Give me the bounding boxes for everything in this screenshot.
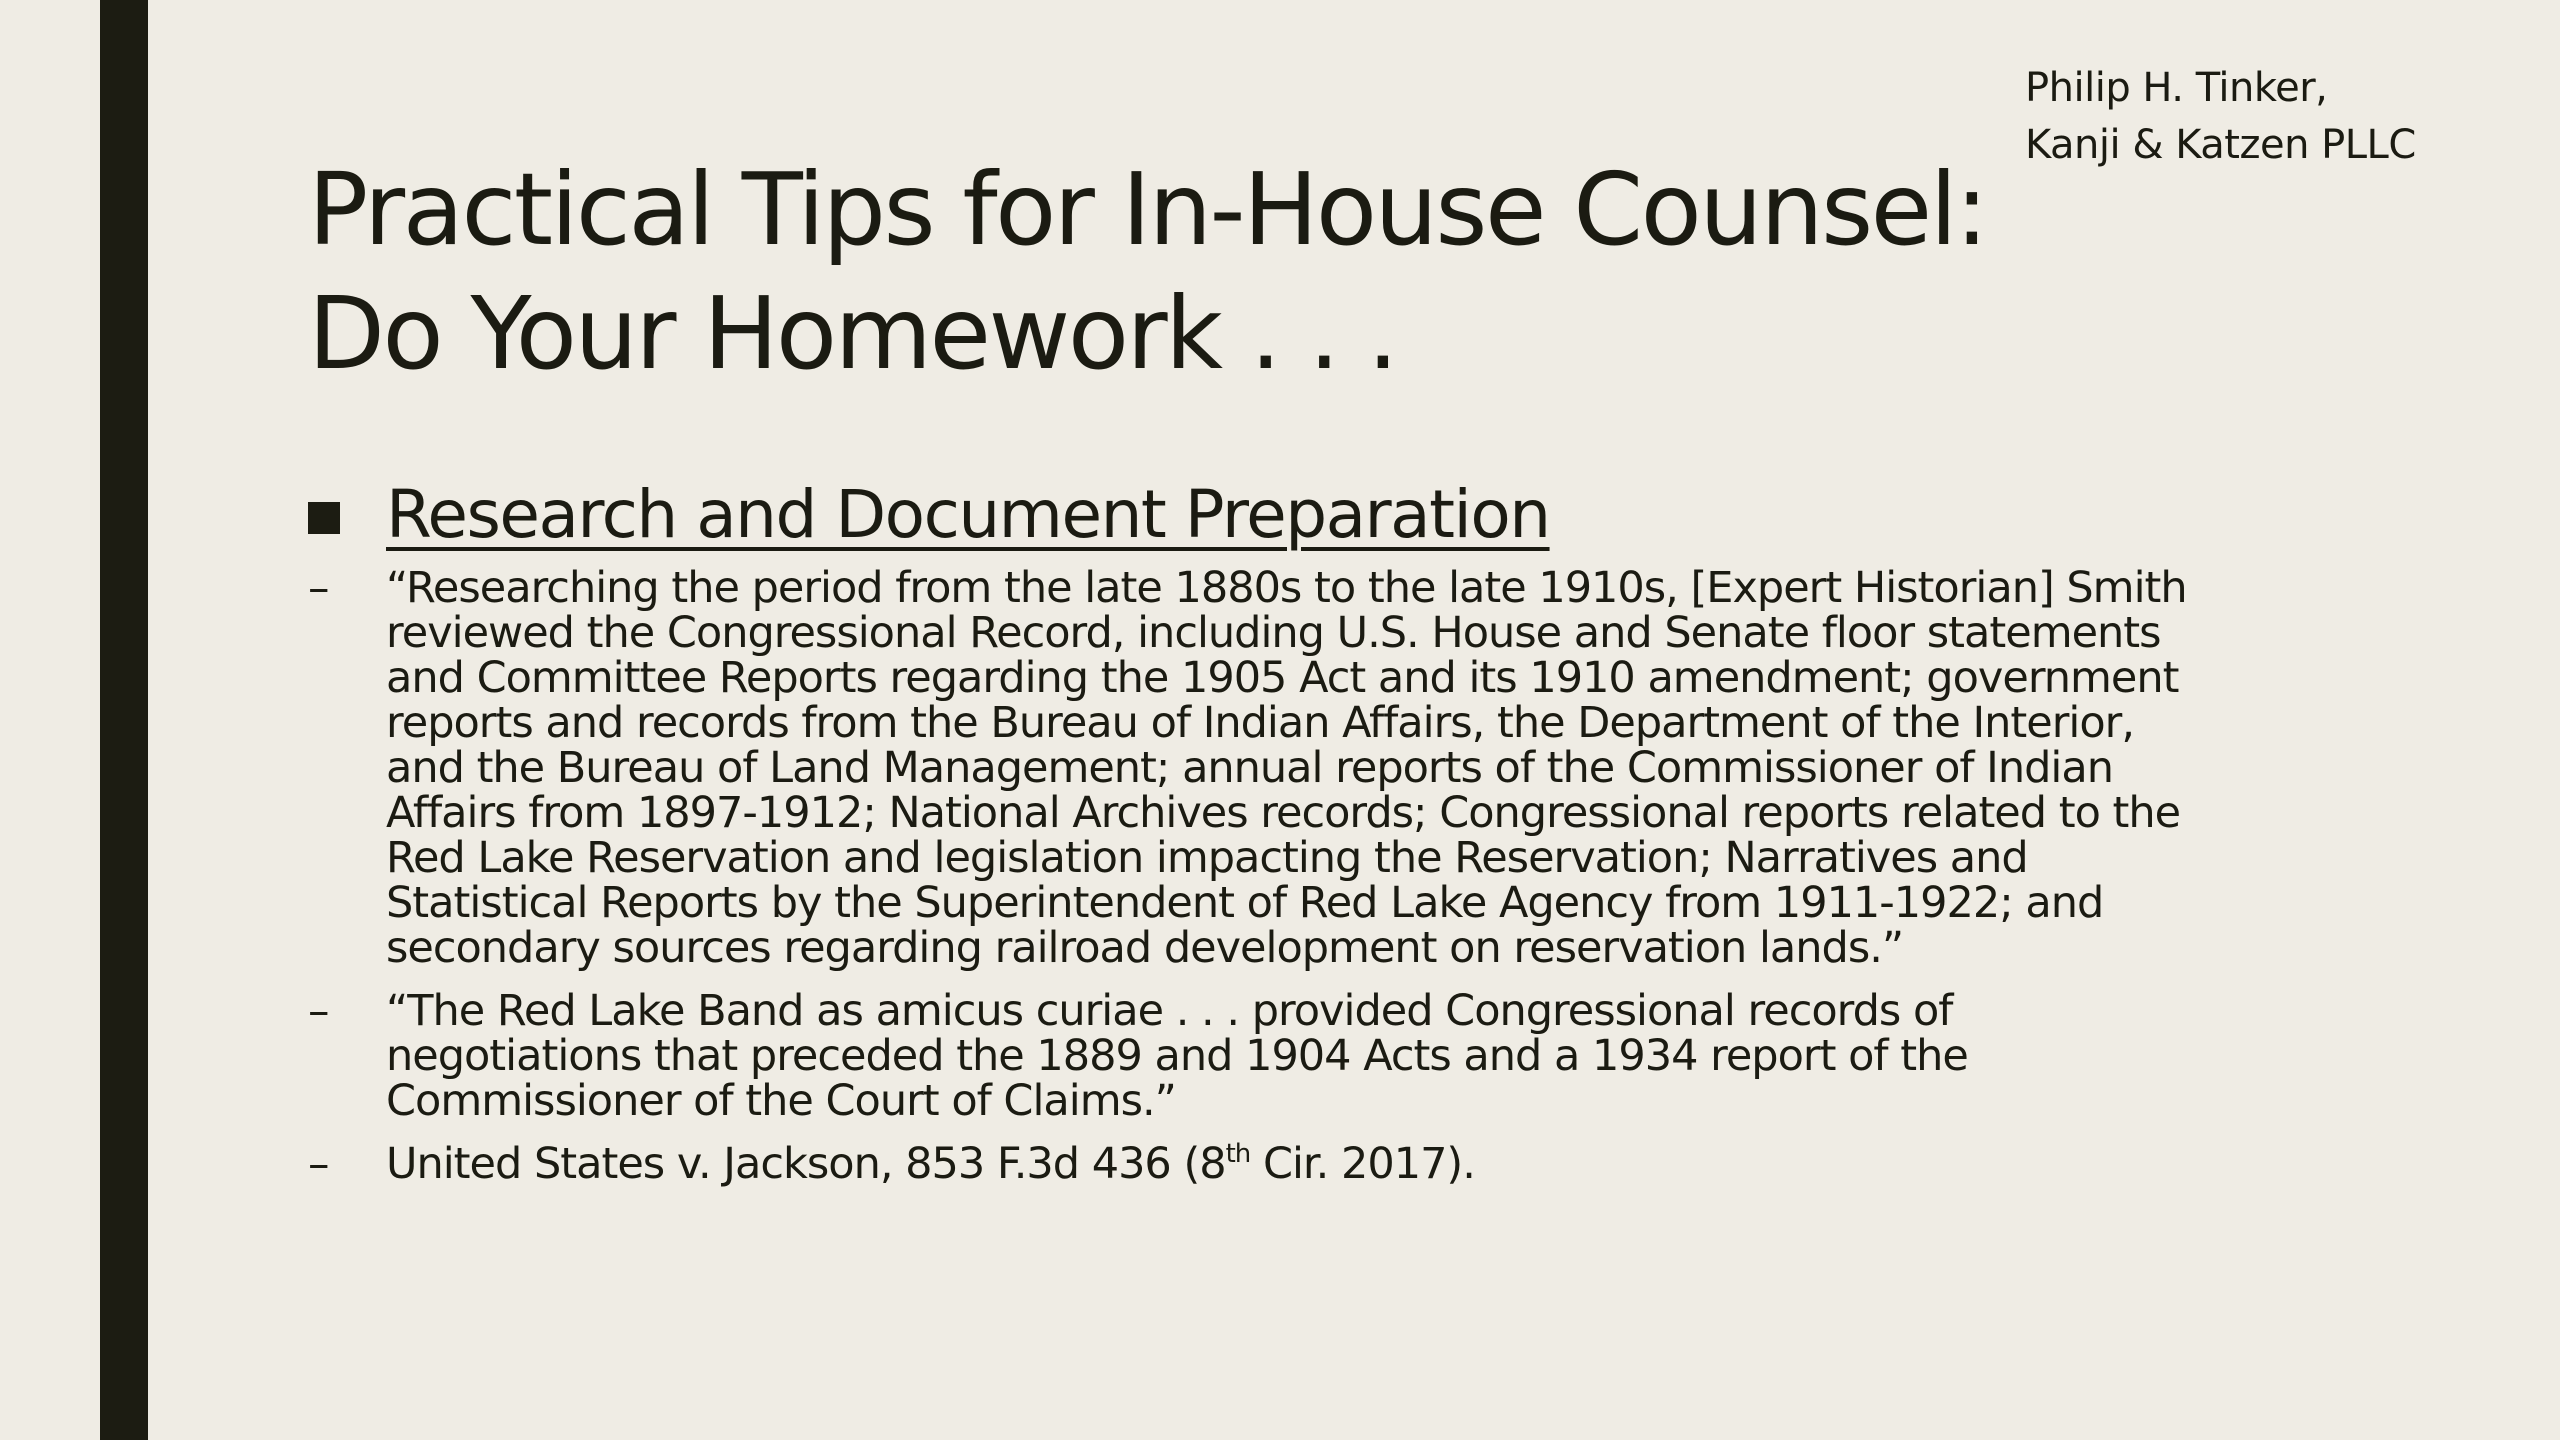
square-bullet-icon xyxy=(308,502,340,534)
author-name: Philip H. Tinker, xyxy=(2025,65,2328,111)
list-item xyxy=(308,986,2308,1126)
text-line: secondary sources regarding railroad development on reservation lands.” xyxy=(386,923,1904,973)
text-line: and the Bureau of Land Management; annual reports of the Commissioner of Indian xyxy=(386,743,2113,793)
section-header xyxy=(308,474,1550,554)
text-line: “The Red Lake Band as amicus curiae . . . provided Congressional records of xyxy=(386,986,1953,1036)
text-line: reviewed the Congressional Record, including U.S. House and Senate floor statements xyxy=(386,608,2161,658)
bullet-list xyxy=(308,563,2308,1205)
item-text xyxy=(386,563,2308,973)
author-firm: Kanji & Katzen PLLC xyxy=(2025,122,2416,168)
text-line: Affairs from 1897-1912; National Archives records; Congressional reports related to the xyxy=(386,788,2181,838)
citation-end: Cir. 2017). xyxy=(1250,1139,1475,1189)
text-line: Red Lake Reservation and legislation impacting the Reservation; Narratives and xyxy=(386,833,2028,883)
item-text xyxy=(386,986,2308,1126)
text-line: reports and records from the Bureau of Indian Affairs, the Department of the Interior, xyxy=(386,698,2135,748)
list-item xyxy=(308,563,2308,973)
author-credit xyxy=(2025,60,2416,174)
text-line: “Researching the period from the late 1880s to the late 1910s, [Expert Historian] Smith xyxy=(386,563,2187,613)
dash-bullet: – xyxy=(308,986,329,1036)
list-item xyxy=(308,1139,2308,1189)
text-line: Commissioner of the Court of Claims.” xyxy=(386,1076,1176,1126)
title-line-1: Practical Tips for In-House Counsel: xyxy=(308,151,1987,268)
citation-main: United States v. Jackson, 853 F.3d 436 (8 xyxy=(386,1139,1226,1189)
title-line-2: Do Your Homework . . . xyxy=(308,275,1397,392)
case-citation xyxy=(386,1139,2308,1189)
text-line: Statistical Reports by the Superintendent of Red Lake Agency from 1911-1922; and xyxy=(386,878,2104,928)
accent-bar xyxy=(100,0,148,1440)
text-line: negotiations that preceded the 1889 and 1904 Acts and a 1934 report of the xyxy=(386,1031,1968,1081)
text-line: and Committee Reports regarding the 1905 Act and its 1910 amendment; government xyxy=(386,653,2179,703)
section-heading: Research and Document Preparation xyxy=(386,475,1550,553)
citation-superscript: th xyxy=(1225,1139,1251,1169)
dash-bullet: – xyxy=(308,563,329,613)
dash-bullet: – xyxy=(308,1139,329,1189)
slide-title xyxy=(308,148,1986,396)
